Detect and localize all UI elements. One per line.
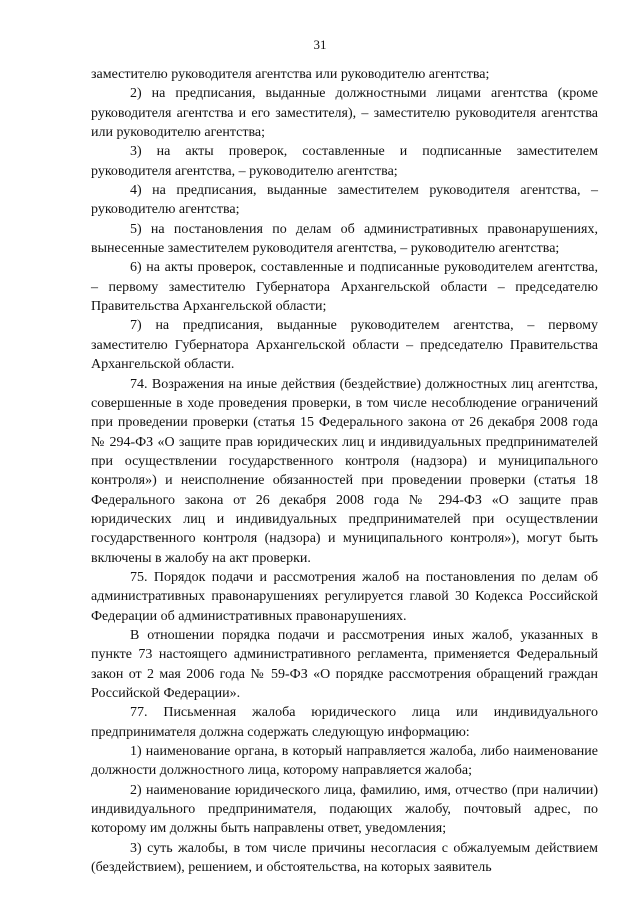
paragraph-item-7: 7) на предписания, выданные руководителем агентства, – первому заместителю Губернатора Архангельской области – председателю Правительства Архангельской области.: [91, 318, 598, 373]
paragraph-item-6: 6) на акты проверок, составленные и подписанные руководителем агентства, – первому заместителю Губернатора Архангельской области – председателю Правительства Архангельской области;: [91, 260, 598, 315]
page-number: 31: [313, 37, 327, 52]
paragraph-item-2: 2) на предписания, выданные должностными лицами агентства (кроме руководителя агентства и его заместителя), – заместителю руководителя агентства или руководителю агентства;: [91, 86, 598, 141]
paragraph-item-4: 4) на предписания, выданные заместителем руководителя агентства, – руководителю агентства;: [91, 183, 598, 218]
paragraph-requirement-3: 3) суть жалобы, в том числе причины несогласия с обжалуемым действием (бездействием), решением, и обстоятельства, на которых заявитель: [91, 840, 598, 876]
paragraph-section-75-continued: В отношении порядка подачи и рассмотрения иных жалоб, указанных в пункте 73 настоящего административного регламента, применяется Федеральный закон от 2 мая 2006 года № 59-ФЗ «О порядке рассмотрения обращений граждан Российской Федерации».: [91, 627, 598, 701]
document-body: [91, 65, 598, 877]
paragraph-requirement-2: 2) наименование юридического лица, фамилию, имя, отчество (при наличии) индивидуального предпринимателя, подающих жалобу, почтовый адрес, по которому им должны быть направлены ответ, уведомления;: [91, 782, 598, 837]
paragraph-section-74: 74. Возражения на иные действия (бездействие) должностных лиц агентства, совершенные в ходе проведения проверки, в том числе несоблюдение ограничений при проведении проверки (статья 15 Федерального закона от 26 декабря 2008 года № 294-ФЗ «О защите прав юридических лиц и индивидуальных предпринимателей при осуществлении государственного контроля (надзора) и муниципального контроля») и неисполнение обязанностей при проведении проверки (статья 18 Федерального закона от 26 декабря 2008 года № 294-ФЗ «О защите прав юридических лиц и индивидуальных предпринимателей при осуществлении государственного контроля (надзора) и муниципального контроля»), могут быть включены в жалобу на акт проверки.: [91, 376, 598, 566]
paragraph-section-77: 77. Письменная жалоба юридического лица или индивидуального предпринимателя должна содержать следующую информацию:: [91, 705, 598, 740]
paragraph-item-5: 5) на постановления по делам об административных правонарушениях, вынесенные заместителем руководителя агентства, – руководителю агентства;: [91, 221, 598, 257]
paragraph-item-3: 3) на акты проверок, составленные и подписанные заместителем руководителя агентства, – руководителю агентства;: [91, 144, 598, 179]
paragraph-continuation: заместителю руководителя агентства или руководителю агентства;: [91, 67, 490, 82]
paragraph-requirement-1: 1) наименование органа, в который направляется жалоба, либо наименование должности должностного лица, которому направляется жалоба;: [91, 744, 598, 779]
paragraph-section-75: 75. Порядок подачи и рассмотрения жалоб на постановления по делам об административных правонарушениях регулируется главой 30 Кодекса Российской Федерации об административных правонарушениях.: [91, 569, 598, 624]
